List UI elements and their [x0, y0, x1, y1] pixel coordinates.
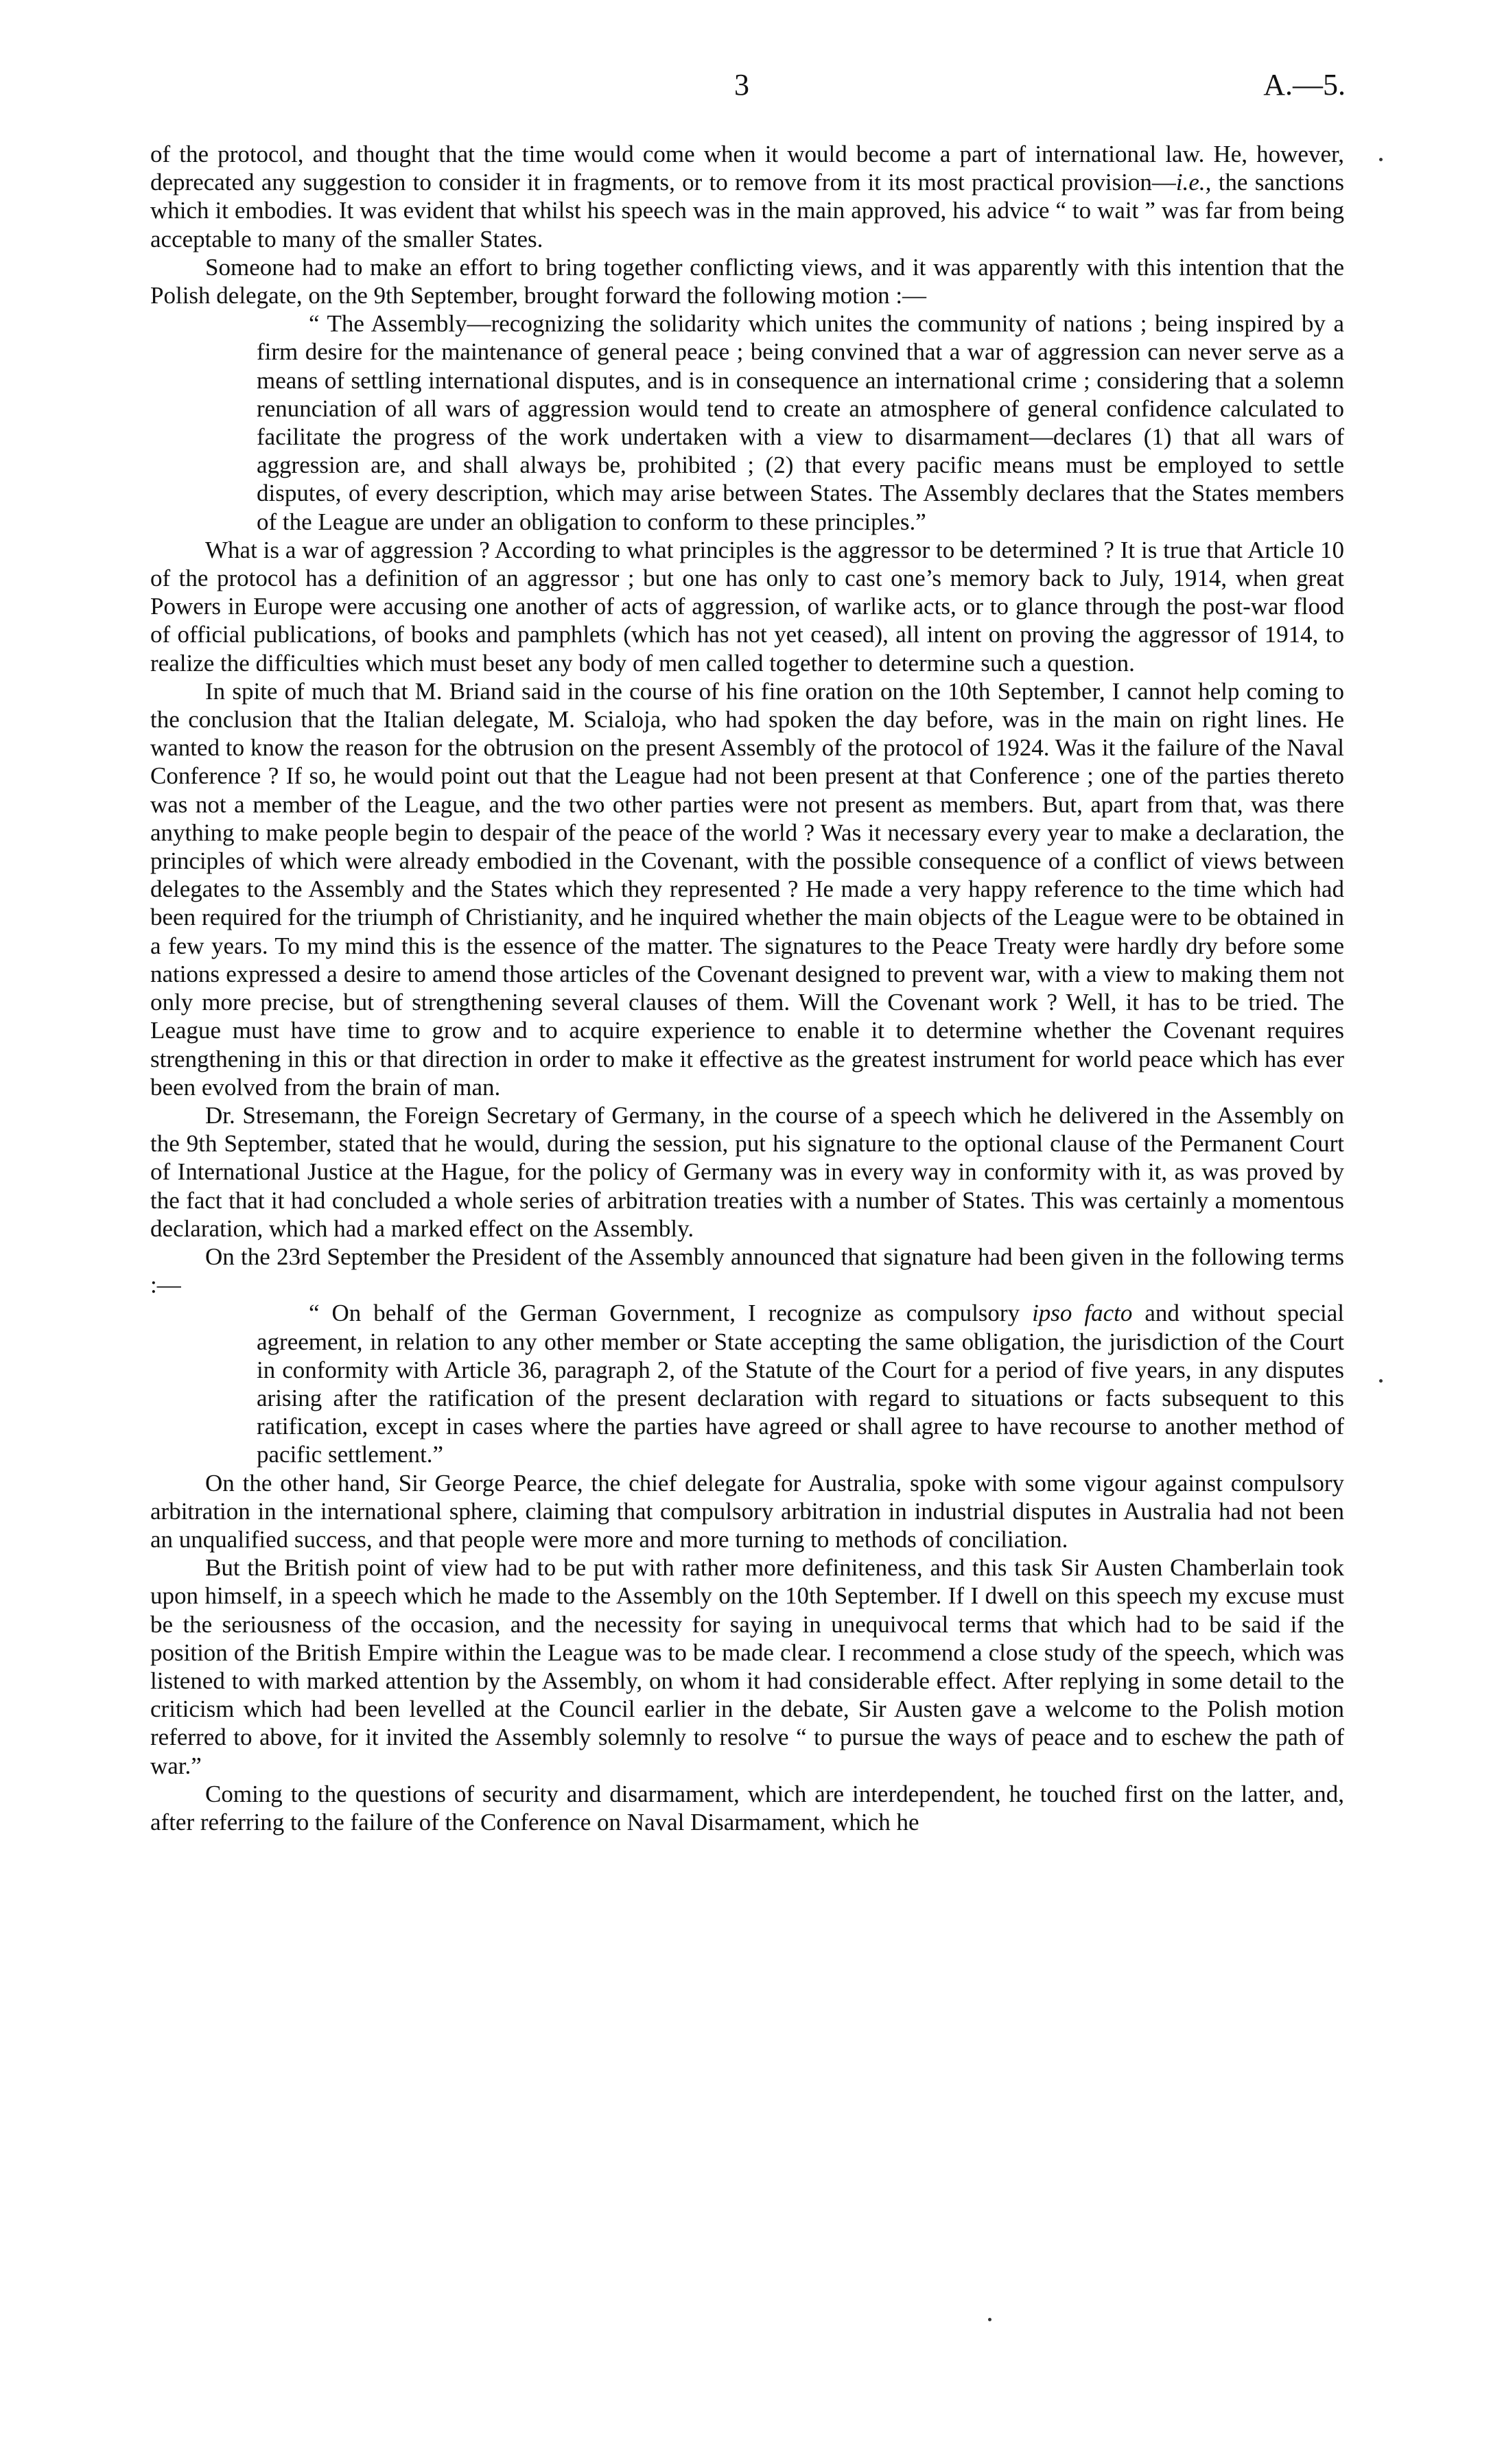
italic-text: ipso facto — [1032, 1300, 1133, 1327]
paragraph: In spite of much that M. Briand said in the course of his fine oration on the 10th September, I cannot help coming to the conclusion that the Italian delegate, M. Scialoja, who had spoken the day before, was in the main on right lines. He wanted to know the reason for the obtrusion on the present Assembly of the protocol of 1924. Was it the failure of the Naval Conference ? If so, he would point out that the League had not been present at that Conference ; one of the parties thereto was not a member of the League, and the two other parties were not present as members. But, apart from that, was there anything to make people begin to despair of the peace of the world ? Was it necessary every year to make a declaration, the principles of which were already embodied in the Covenant, with the possible consequence of a conflict of views between delegates to the Assembly and the States which they represented ? He made a very happy reference to the time which had been required for the triumph of Christianity, and he inquired whether the main objects of the League were to be obtained in a few years. To my mind this is the essence of the matter. The signatures to the Peace Treaty were hardly dry before some nations expressed a desire to amend those articles of the Covenant designed to prevent war, with a view to making them not only more precise, but of strengthening several clauses of them. Will the Covenant work ? Well, it has to be tried. The League must have time to grow and to acquire experience to enable it to determine whether the Covenant requires strengthening in this or that direction in order to make it effective as the greatest instrument for world peace which has ever been evolved from the brain of man. — [150, 677, 1344, 1101]
italic-text: i.e., — [1175, 169, 1212, 196]
paragraph: But the British point of view had to be put with rather more definiteness, and this task Sir Austen Chamberlain took upon himself, in a speech which he made to the Assembly on the 10th September. If I dwell on this speech my excuse must be the seriousness of the occasion, and the necessity for saying in unequivocal terms that which had to be said if the position of the British Empire within the League was to be made clear. I recommend a close study of the speech, which was listened to with marked attention by the Assembly, on whom it had considerable effect. After replying in some detail to the criticism which had been levelled at the Council earlier in the debate, Sir Austen gave a welcome to the Polish motion referred to above, for it invited the Assembly solemnly to resolve “ to pursue the ways of peace and to eschew the path of war.” — [150, 1554, 1344, 1779]
text: of the protocol, and thought that the time would come when it would become a part of international law. He, however, deprecated any suggestion to consider it in fragments, or to remove from it its most practical provision— — [150, 141, 1344, 196]
paragraph: On the 23rd September the President of the Assembly announced that signature had been given in the following terms :— — [150, 1243, 1344, 1299]
text: and without special agreement, in relation to any other member or State accepting the same obligation, the jurisdiction of the Court in conformity with Article 36, paragraph 2, of the Statute of the Court for a period of five years, in any disputes arising after the ratification of the present declaration with regard to situations or facts subsequent to this ratification, except in cases where the parties have agreed or shall agree to have recourse to another method of pacific settlement.” — [257, 1300, 1345, 1468]
paragraph: Someone had to make an effort to bring together conflicting views, and it was apparently with this intention that the Polish delegate, on the 9th September, brought forward the following motion :— — [150, 253, 1344, 309]
document-reference: A.—5. — [1263, 68, 1346, 102]
page-speck — [988, 2318, 991, 2321]
text: the sanctions which it embodies. It was evident that whilst his speech was in the main approved, his advice “ to wait ” was far from being acceptable to many of the smaller States. — [150, 169, 1344, 253]
margin-speck — [1379, 1379, 1383, 1383]
paragraph: On the other hand, Sir George Pearce, the chief delegate for Australia, spoke with some vigour against compulsory arbitration in the international sphere, claiming that compulsory arbitration in industrial disputes in Australia had not been an unqualified success, and that people were more and more turning to methods of conciliation. — [150, 1469, 1344, 1553]
page-number: 3 — [734, 68, 749, 102]
block-quote-polish-motion: “ The Assembly—recognizing the solidarity which unites the community of nations ; being inspired by a firm desire for the maintenance of general peace ; being convined that a war of aggression can never serve as a means of settling international disputes, and is in consequence an international crime ; considering that a solemn renunciation of all wars of aggression would tend to create an atmosphere of general confidence calculated to facilitate the progress of the work undertaken with a view to disarmament—declares (1) that all wars of aggression are, and shall always be, prohibited ; (2) that every pacific means must be employed to settle disputes, of every description, which may arise between States. The Assembly declares that the States members of the League are under an obligation to conform to these principles.” — [257, 310, 1344, 535]
paragraph — [150, 140, 1344, 253]
block-quote-german-declaration — [257, 1299, 1344, 1468]
paragraph: Coming to the questions of security and disarmament, which are interdependent, he touched first on the latter, and, after referring to the failure of the Conference on Naval Disarmament, which he — [150, 1780, 1344, 1835]
text: “ On behalf of the German Government, I recognize as compulsory — [309, 1300, 1033, 1327]
margin-speck — [1379, 158, 1383, 161]
document-body — [150, 140, 1344, 1836]
paragraph: Dr. Stresemann, the Foreign Secretary of Germany, in the course of a speech which he delivered in the Assembly on the 9th September, stated that he would, during the session, put his signature to the optional clause of the Permanent Court of International Justice at the Hague, for the policy of Germany was in every way in conformity with it, as was proved by the fact that it had concluded a whole series of arbitration treaties with a number of States. This was certainly a momentous declaration, which had a marked effect on the Assembly. — [150, 1101, 1344, 1242]
paragraph: What is a war of aggression ? According to what principles is the aggressor to be determined ? It is true that Article 10 of the protocol has a definition of an aggressor ; but one has only to cast one’s memory back to July, 1914, when great Powers in Europe were accusing one another of acts of aggression, of warlike acts, or to glance through the post-war flood of official publications, of books and pamphlets (which has not yet ceased), all intent on proving the aggressor of 1914, to realize the difficulties which must beset any body of men called together to determine such a question. — [150, 536, 1344, 677]
